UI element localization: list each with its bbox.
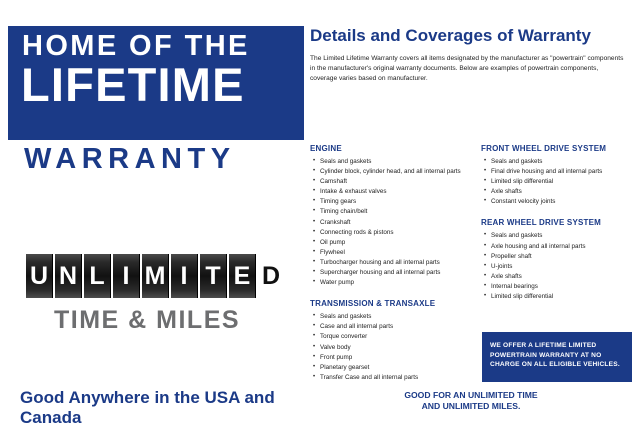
list-item: • Intake & exhaust valves	[320, 187, 471, 196]
list-item: • U-joints	[491, 262, 632, 271]
callout-line-3: CHARGE ON ALL ELIGIBLE VEHICLES.	[490, 361, 620, 369]
fwd-item-list	[481, 157, 632, 206]
list-item: • Valve body	[320, 343, 471, 352]
list-item: • Transfer Case and all internal parts	[320, 373, 471, 382]
section-heading-engine: ENGINE	[310, 144, 342, 153]
bottom-note	[310, 390, 632, 412]
list-item: • Propeller shaft	[491, 252, 632, 261]
list-item: • Timing chain/belt	[320, 207, 471, 216]
callout-box	[482, 332, 632, 382]
callout-line-2: POWERTRAIN WARRANTY AT NO	[490, 351, 602, 359]
section-heading-fwd: FRONT WHEEL DRIVE SYSTEM	[481, 144, 607, 153]
list-item: • Connecting rods & pistons	[320, 228, 471, 237]
left-panel	[8, 26, 304, 427]
list-item: • Turbocharger housing and all internal parts	[320, 258, 471, 267]
list-item: • Case and all internal parts	[320, 322, 471, 331]
list-item: • Seals and gaskets	[320, 312, 471, 321]
list-item: • Seals and gaskets	[320, 157, 471, 166]
list-item: • Timing gears	[320, 197, 471, 206]
list-item: • Limited slip differential	[491, 177, 632, 186]
list-item: • Torque converter	[320, 332, 471, 341]
right-panel	[310, 26, 632, 418]
list-item: • Flywheel	[320, 248, 471, 257]
good-anywhere-label: Good Anywhere in the USA and Canada	[20, 388, 275, 427]
list-item: • Internal bearings	[491, 282, 632, 291]
odometer-cell: L	[84, 254, 111, 298]
bottom-note-line-2: AND UNLIMITED MILES.	[421, 401, 521, 411]
engine-item-list	[310, 157, 471, 287]
callout-line-1: WE OFFER A LIFETIME LIMITED	[490, 342, 597, 349]
section-heading-rwd: REAR WHEEL DRIVE SYSTEM	[481, 218, 602, 228]
hero-banner	[8, 26, 304, 140]
list-item: • Final drive housing and all internal parts	[491, 167, 632, 176]
list-item: • Axle shafts	[491, 187, 632, 196]
odometer-cell: D	[258, 254, 284, 298]
list-item: • Cylinder block, cylinder head, and all internal parts	[320, 167, 471, 176]
list-item: • Axle housing and all internal parts	[491, 242, 632, 251]
list-item: • Oil pump	[320, 238, 471, 247]
hero-line-2: LIFETIME	[21, 58, 245, 111]
section-heading-transmission: TRANSMISSION & TRANSAXLE	[310, 299, 436, 309]
list-item: • Front pump	[320, 353, 471, 362]
odometer-cell: U	[26, 254, 53, 298]
list-item: • Seals and gaskets	[491, 157, 632, 166]
odometer-graphic	[26, 254, 284, 298]
hero-line-3: WARRANTY	[24, 143, 236, 175]
list-item: • Seals and gaskets	[491, 231, 632, 240]
time-and-miles-label: TIME & MILES	[54, 306, 241, 334]
odometer-cell: M	[142, 254, 169, 298]
odometer-cell: N	[55, 254, 82, 298]
intro-paragraph: The Limited Lifetime Warranty covers all items designated by the manufacturer as "powertrain" components in the manufacturer's original warranty documents. Below are examples of powertrain components, coverage varies based on manufacturer.	[310, 55, 624, 82]
bottom-note-line-1: GOOD FOR AN UNLIMITED TIME	[404, 390, 538, 400]
odometer-cell: I	[113, 254, 140, 298]
list-item: • Crankshaft	[320, 218, 471, 227]
transmission-item-list	[310, 312, 471, 382]
coverage-column-left	[310, 144, 471, 383]
page-title: Details and Coverages of Warranty	[310, 26, 591, 45]
list-item: • Planetary gearset	[320, 363, 471, 372]
list-item: • Axle shafts	[491, 272, 632, 281]
list-item: • Supercharger housing and all internal parts	[320, 268, 471, 277]
odometer-cell: E	[229, 254, 256, 298]
list-item: • Constant velocity joints	[491, 197, 632, 206]
list-item: • Limited slip differential	[491, 292, 632, 301]
hero-line-1: HOME OF THE	[22, 30, 250, 62]
odometer-cell: I	[171, 254, 198, 298]
list-item: • Camshaft	[320, 177, 471, 186]
list-item: • Water pump	[320, 278, 471, 287]
odometer-cell: T	[200, 254, 227, 298]
rwd-item-list	[481, 231, 632, 301]
